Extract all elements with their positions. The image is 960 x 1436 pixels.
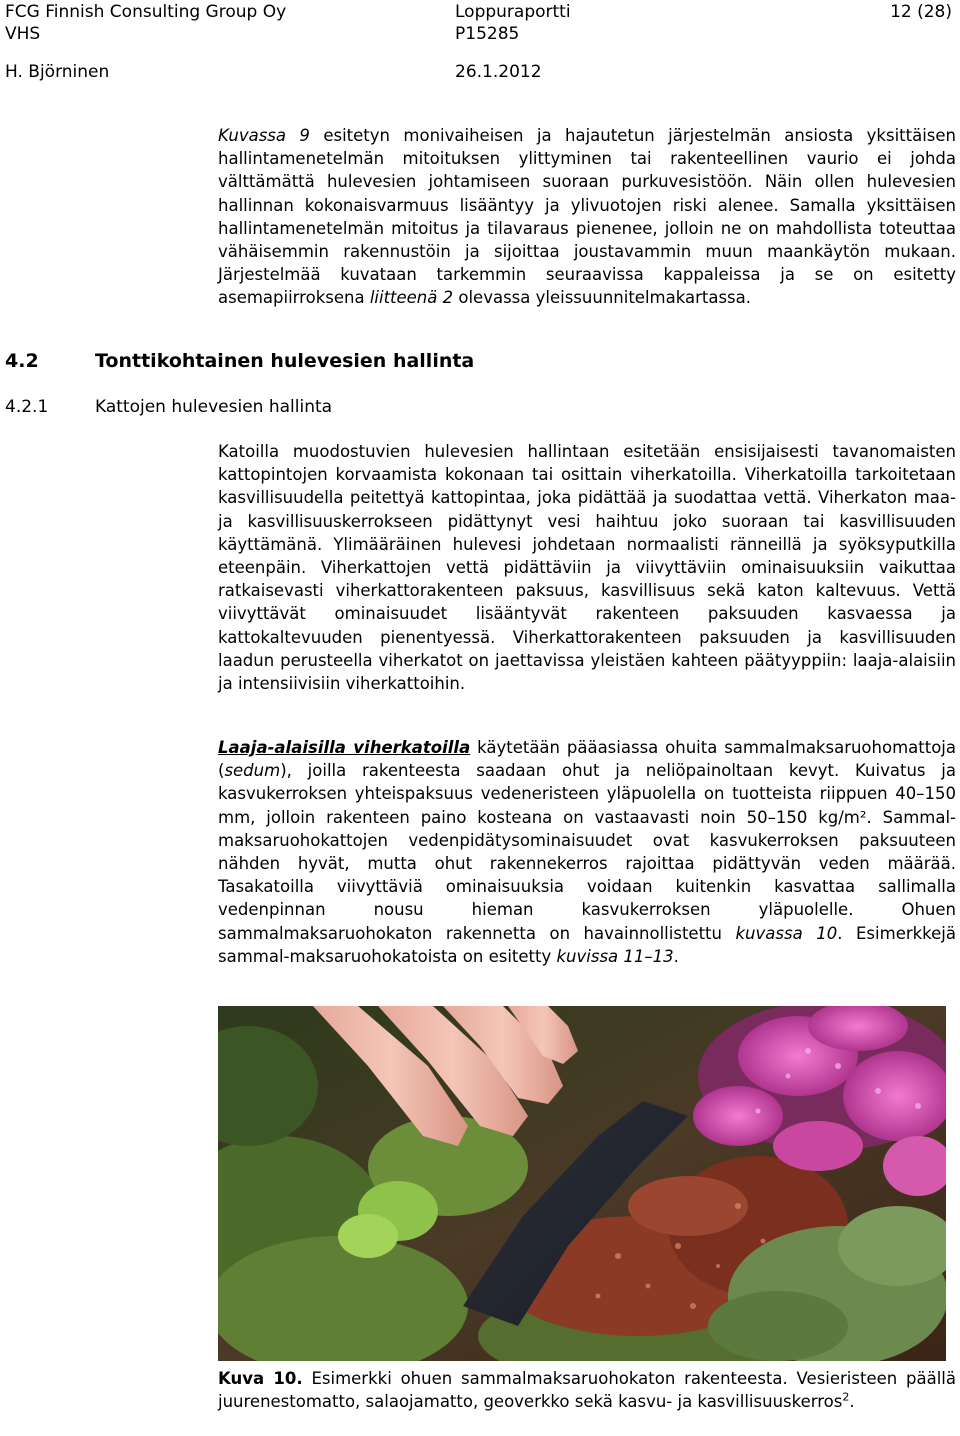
figure-reference: Kuvassa 9 xyxy=(218,126,310,145)
header-left xyxy=(5,1,286,45)
green-roof-photo xyxy=(218,1006,946,1361)
paragraph-text: olevassa yleissuunnitelmakartassa. xyxy=(453,288,751,308)
section-number: 4.2 xyxy=(5,350,39,372)
header-report-type: Loppuraportti xyxy=(455,2,571,22)
paragraph-text: käytetään pääasiassa ohuita sammalmaksaruohomattoja ( xyxy=(218,738,956,781)
paragraph-text: ), joilla rakenteesta saadaan ohut ja neliöpainoltaan kevyt. Kuivatus ja kasvukerroksen yhteispaksuus vedeneristeen yläpuolella on tuotteista riippuen 40–150 mm, jolloin rakenteen paino kosteana on vastaavasti noin 50–150 kg/m². Sammal-maksaruohokattojen vedenpidätysominaisuudet ovat kasvukerroksen paksuuteen nähden hyvät, mutta ohut rakennekerros rajoittaa pidättyvän veden määrää. Tasakatoilla viivyttäviä ominaisuuksia voidaan kuitenkin kasvattaa sallimalla vedenpinnan nousu hieman kasvukerroksen yläpuolelle. Ohuen sammalmaksaruohokaton rakennetta on havainnollistettu xyxy=(218,761,956,943)
caption-footnote-ref: 2 xyxy=(842,1390,850,1403)
header-company: FCG Finnish Consulting Group Oy xyxy=(5,2,287,22)
section-heading xyxy=(5,350,474,372)
subsection-number: 4.2.1 xyxy=(5,397,49,417)
green-roof-illustration xyxy=(218,1006,946,1361)
paragraph-text: . xyxy=(673,946,679,966)
caption-end: . xyxy=(849,1391,855,1411)
subsection-title: Kattojen hulevesien hallinta xyxy=(95,397,333,417)
header-project: P15285 xyxy=(455,24,520,44)
paragraph-system-description xyxy=(218,124,956,310)
caption-text: Esimerkki ohuen sammalmaksaruohokaton rakenteesta. Vesieristeen päällä juurenestomatto, salaojamatto, geoverkko sekä kasvu- ja kasvillisuuskerros xyxy=(218,1369,956,1411)
section-title: Tonttikohtainen hulevesien hallinta xyxy=(95,350,475,372)
header-date: 26.1.2012 xyxy=(455,62,542,82)
subsection-heading xyxy=(5,397,332,417)
header-dept: VHS xyxy=(5,24,41,44)
header-author: H. Björninen xyxy=(5,62,110,82)
sedum-term: sedum xyxy=(224,761,281,781)
paragraph-green-roofs: Katoilla muodostuvien hulevesien hallintaan esitetään ensisijaisesti tavanomaisten kattopintojen korvaamista kokonaan tai osittain viherkatoilla. Viherkatoilla tarkoitetaan kasvillisuudella peitettyä kattopintaa, joka pidättää ja suodattaa vettä. Viherkaton maa- ja kasvillisuuskerrokseen pidättynyt vesi haihtuu joko suoraan tai kasvillisuuden käyttämänä. Ylimääräinen hulevesi johdetaan normaalisti ränneillä ja syöksyputkilla eteenpäin. Viherkattojen vettä pidättäviin ja viivyttäviin ominaisuuksiin vaikuttaa ratkaisevasti viherkattorakenteen paksuus, kasvillisuus sekä katon kaltevuus. Vettä viivyttävät ominaisuudet lisääntyvät rakenteen paksuuden kasvaessa ja kattokaltevuuden pienentyessä. Viherkattorakenteen paksuuden ja kasvillisuuden laadun perusteella viherkatot on jaettavissa yleistäen kahteen päätyyppiin: laaja-alaisiin ja intensiivisiin viherkattoihin. xyxy=(218,442,956,694)
figure-reference: kuvissa 11–13 xyxy=(556,946,674,966)
paragraph-text: . Esimerkkejä sammal-maksaruohokatoista on esitetty xyxy=(218,923,956,966)
paragraph-extensive-green-roofs xyxy=(218,736,956,968)
appendix-reference: liitteenä 2 xyxy=(369,288,454,308)
term-extensive-green-roofs: Laaja-alaisilla viherkatoilla xyxy=(218,738,471,757)
figure-reference: kuvassa 10 xyxy=(735,923,838,943)
header-page-number: 12 (28) xyxy=(890,2,952,22)
paragraph-text: esitetyn monivaiheisen ja hajautetun järjestelmän ansiosta yksittäisen hallintamenetelmän mitoituksen ylittyminen tai rakenteellinen vaurio ei johda välttämättä hulevesien johtamiseen suoraan purkuvesistöön. Näin ollen hulevesien hallinnan kokonaisvarmuus lisääntyy ja ylivuotojen riski alenee. Samalla yksittäisen hallintamenetelmän mitoitus ja tilavaraus pienenee, jolloin ne on mahdollista toteuttaa vähäisemmin rakennustöin ja sijoittaa joustavammin muun maankäytön mukaan. Järjestelmää kuvataan tarkemmin seuraavissa kappaleissa ja se on esitetty asemapiirroksena xyxy=(218,126,956,308)
figure-caption xyxy=(218,1368,956,1413)
header-middle xyxy=(455,1,571,45)
caption-label: Kuva 10. xyxy=(218,1369,303,1388)
